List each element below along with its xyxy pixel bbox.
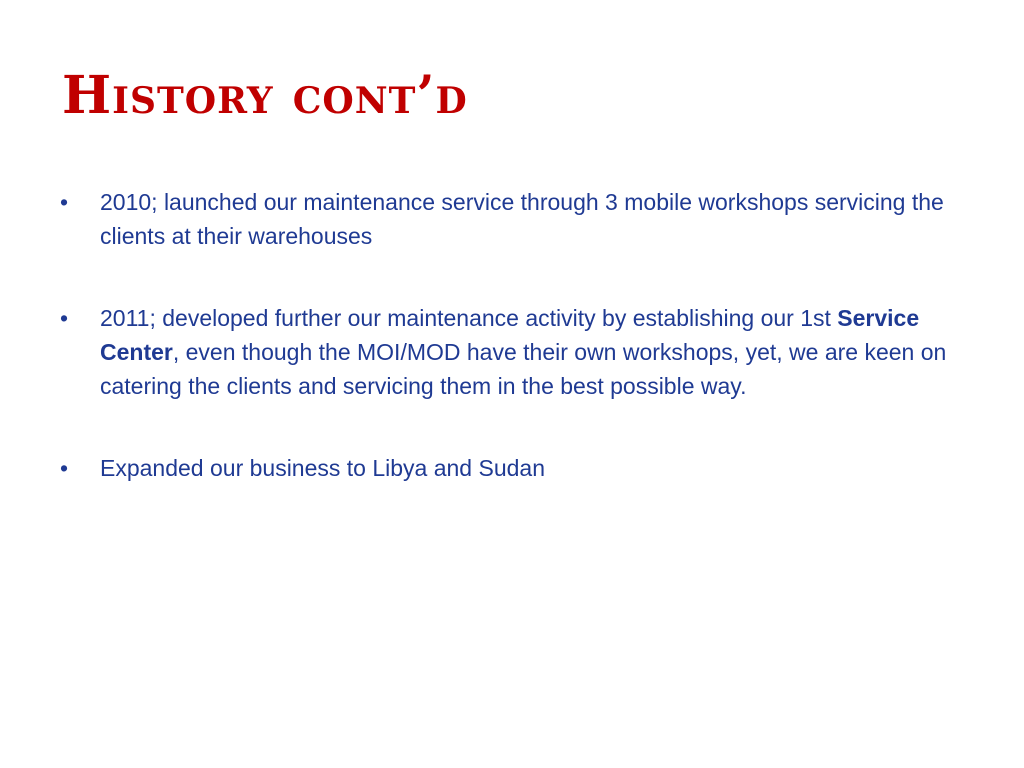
bullet-item-2010 xyxy=(60,185,960,253)
bullet-text-before: 2011; developed further our maintenance activity by establishing our 1st xyxy=(100,305,838,331)
bullet-item-2011 xyxy=(60,301,960,403)
bullet-icon: • xyxy=(60,189,69,215)
bullet-text: 2010; launched our maintenance service through 3 mobile workshops servicing the clients at their warehouses xyxy=(100,189,944,249)
bullet-text: Expanded our business to Libya and Sudan xyxy=(100,455,545,481)
bullet-list xyxy=(60,185,960,485)
bullet-item-expansion xyxy=(60,451,960,485)
bullet-text-after: , even though the MOI/MOD have their own workshops, yet, we are keen on catering the clients and servicing them in the best possible way. xyxy=(100,339,947,399)
slide-title: History cont’d xyxy=(62,65,468,126)
service-center-emphasis: Service Center xyxy=(100,305,920,365)
bullet-icon: • xyxy=(60,455,69,481)
bullet-icon: • xyxy=(60,305,69,331)
